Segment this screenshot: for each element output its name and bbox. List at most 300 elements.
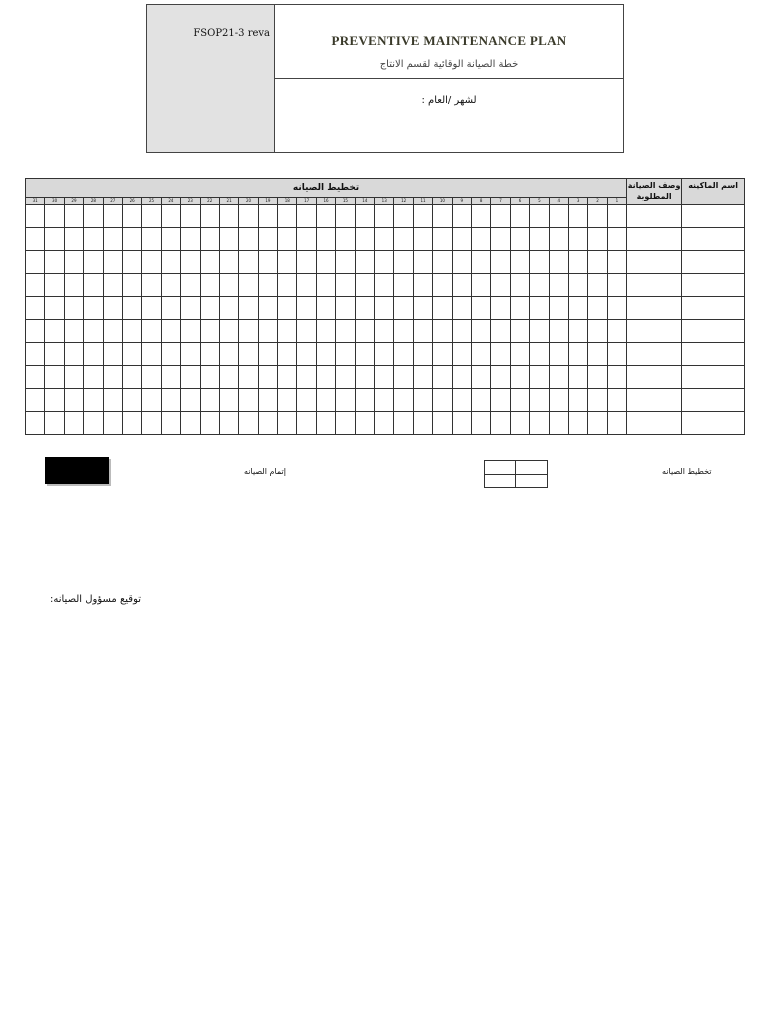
day-cell[interactable] — [588, 251, 607, 274]
day-cell[interactable] — [433, 297, 452, 320]
day-cell[interactable] — [45, 389, 64, 412]
day-cell[interactable] — [142, 205, 161, 228]
day-cell[interactable] — [45, 251, 64, 274]
day-cell[interactable] — [64, 343, 83, 366]
day-cell[interactable] — [491, 366, 510, 389]
day-cell[interactable] — [355, 343, 374, 366]
day-cell[interactable] — [45, 205, 64, 228]
day-cell[interactable] — [239, 412, 258, 435]
day-cell[interactable] — [122, 205, 141, 228]
day-cell[interactable] — [122, 366, 141, 389]
day-cell[interactable] — [258, 343, 277, 366]
day-cell[interactable] — [103, 320, 122, 343]
day-cell[interactable] — [181, 297, 200, 320]
day-cell[interactable] — [258, 251, 277, 274]
day-cell[interactable] — [607, 366, 626, 389]
day-cell[interactable] — [394, 389, 413, 412]
day-cell[interactable] — [122, 389, 141, 412]
day-cell[interactable] — [491, 274, 510, 297]
day-cell[interactable] — [413, 297, 432, 320]
day-cell[interactable] — [491, 412, 510, 435]
day-cell[interactable] — [510, 251, 529, 274]
description-cell[interactable] — [627, 320, 682, 343]
day-cell[interactable] — [568, 343, 587, 366]
day-cell[interactable] — [84, 274, 103, 297]
day-cell[interactable] — [316, 389, 335, 412]
day-cell[interactable] — [142, 274, 161, 297]
day-cell[interactable] — [355, 320, 374, 343]
day-cell[interactable] — [297, 228, 316, 251]
day-cell[interactable] — [258, 320, 277, 343]
day-cell[interactable] — [84, 412, 103, 435]
day-cell[interactable] — [471, 366, 490, 389]
day-cell[interactable] — [336, 251, 355, 274]
day-cell[interactable] — [26, 251, 45, 274]
day-cell[interactable] — [103, 251, 122, 274]
machine-name-cell[interactable] — [682, 412, 745, 435]
day-cell[interactable] — [64, 228, 83, 251]
day-cell[interactable] — [336, 412, 355, 435]
day-cell[interactable] — [413, 343, 432, 366]
day-cell[interactable] — [588, 320, 607, 343]
day-cell[interactable] — [258, 274, 277, 297]
day-cell[interactable] — [510, 389, 529, 412]
day-cell[interactable] — [549, 228, 568, 251]
day-cell[interactable] — [200, 228, 219, 251]
day-cell[interactable] — [26, 205, 45, 228]
day-cell[interactable] — [239, 389, 258, 412]
day-cell[interactable] — [530, 366, 549, 389]
day-cell[interactable] — [219, 274, 238, 297]
day-cell[interactable] — [549, 343, 568, 366]
day-cell[interactable] — [161, 205, 180, 228]
day-cell[interactable] — [355, 205, 374, 228]
machine-name-cell[interactable] — [682, 205, 745, 228]
day-cell[interactable] — [530, 343, 549, 366]
day-cell[interactable] — [394, 412, 413, 435]
day-cell[interactable] — [142, 320, 161, 343]
day-cell[interactable] — [607, 274, 626, 297]
day-cell[interactable] — [394, 366, 413, 389]
day-cell[interactable] — [510, 274, 529, 297]
machine-name-cell[interactable] — [682, 274, 745, 297]
day-cell[interactable] — [122, 251, 141, 274]
day-cell[interactable] — [84, 205, 103, 228]
day-cell[interactable] — [413, 412, 432, 435]
day-cell[interactable] — [45, 343, 64, 366]
day-cell[interactable] — [45, 274, 64, 297]
day-cell[interactable] — [278, 412, 297, 435]
day-cell[interactable] — [568, 205, 587, 228]
day-cell[interactable] — [142, 228, 161, 251]
day-cell[interactable] — [394, 274, 413, 297]
day-cell[interactable] — [239, 205, 258, 228]
day-cell[interactable] — [239, 228, 258, 251]
day-cell[interactable] — [103, 228, 122, 251]
day-cell[interactable] — [64, 412, 83, 435]
day-cell[interactable] — [607, 343, 626, 366]
day-cell[interactable] — [355, 251, 374, 274]
day-cell[interactable] — [375, 366, 394, 389]
day-cell[interactable] — [122, 274, 141, 297]
day-cell[interactable] — [549, 412, 568, 435]
day-cell[interactable] — [45, 228, 64, 251]
day-cell[interactable] — [394, 297, 413, 320]
day-cell[interactable] — [297, 297, 316, 320]
day-cell[interactable] — [278, 343, 297, 366]
day-cell[interactable] — [122, 320, 141, 343]
day-cell[interactable] — [433, 343, 452, 366]
day-cell[interactable] — [375, 389, 394, 412]
day-cell[interactable] — [549, 274, 568, 297]
day-cell[interactable] — [239, 366, 258, 389]
day-cell[interactable] — [181, 228, 200, 251]
day-cell[interactable] — [549, 205, 568, 228]
day-cell[interactable] — [219, 251, 238, 274]
day-cell[interactable] — [64, 251, 83, 274]
day-cell[interactable] — [530, 320, 549, 343]
day-cell[interactable] — [161, 320, 180, 343]
day-cell[interactable] — [297, 366, 316, 389]
day-cell[interactable] — [122, 297, 141, 320]
day-cell[interactable] — [297, 205, 316, 228]
day-cell[interactable] — [84, 389, 103, 412]
day-cell[interactable] — [375, 412, 394, 435]
day-cell[interactable] — [588, 412, 607, 435]
day-cell[interactable] — [433, 389, 452, 412]
day-cell[interactable] — [413, 320, 432, 343]
day-cell[interactable] — [433, 274, 452, 297]
day-cell[interactable] — [471, 389, 490, 412]
day-cell[interactable] — [530, 412, 549, 435]
day-cell[interactable] — [200, 366, 219, 389]
day-cell[interactable] — [452, 343, 471, 366]
day-cell[interactable] — [181, 251, 200, 274]
day-cell[interactable] — [239, 320, 258, 343]
day-cell[interactable] — [471, 343, 490, 366]
day-cell[interactable] — [588, 366, 607, 389]
day-cell[interactable] — [26, 412, 45, 435]
day-cell[interactable] — [491, 251, 510, 274]
day-cell[interactable] — [491, 389, 510, 412]
day-cell[interactable] — [549, 251, 568, 274]
day-cell[interactable] — [278, 366, 297, 389]
day-cell[interactable] — [297, 274, 316, 297]
day-cell[interactable] — [103, 274, 122, 297]
day-cell[interactable] — [316, 412, 335, 435]
machine-name-cell[interactable] — [682, 251, 745, 274]
day-cell[interactable] — [316, 366, 335, 389]
day-cell[interactable] — [161, 274, 180, 297]
day-cell[interactable] — [607, 389, 626, 412]
day-cell[interactable] — [375, 205, 394, 228]
day-cell[interactable] — [413, 251, 432, 274]
day-cell[interactable] — [433, 366, 452, 389]
day-cell[interactable] — [375, 228, 394, 251]
day-cell[interactable] — [471, 274, 490, 297]
day-cell[interactable] — [355, 297, 374, 320]
day-cell[interactable] — [181, 274, 200, 297]
day-cell[interactable] — [375, 297, 394, 320]
day-cell[interactable] — [103, 297, 122, 320]
day-cell[interactable] — [607, 251, 626, 274]
day-cell[interactable] — [219, 412, 238, 435]
day-cell[interactable] — [471, 412, 490, 435]
day-cell[interactable] — [103, 366, 122, 389]
day-cell[interactable] — [64, 274, 83, 297]
day-cell[interactable] — [510, 412, 529, 435]
day-cell[interactable] — [568, 251, 587, 274]
day-cell[interactable] — [452, 320, 471, 343]
day-cell[interactable] — [45, 366, 64, 389]
day-cell[interactable] — [510, 228, 529, 251]
day-cell[interactable] — [45, 412, 64, 435]
day-cell[interactable] — [413, 366, 432, 389]
day-cell[interactable] — [316, 274, 335, 297]
day-cell[interactable] — [64, 366, 83, 389]
day-cell[interactable] — [45, 320, 64, 343]
day-cell[interactable] — [355, 228, 374, 251]
day-cell[interactable] — [413, 274, 432, 297]
day-cell[interactable] — [258, 228, 277, 251]
day-cell[interactable] — [161, 412, 180, 435]
day-cell[interactable] — [45, 297, 64, 320]
description-cell[interactable] — [627, 389, 682, 412]
day-cell[interactable] — [26, 320, 45, 343]
day-cell[interactable] — [84, 320, 103, 343]
day-cell[interactable] — [278, 297, 297, 320]
machine-name-cell[interactable] — [682, 343, 745, 366]
day-cell[interactable] — [84, 366, 103, 389]
day-cell[interactable] — [549, 389, 568, 412]
day-cell[interactable] — [491, 228, 510, 251]
day-cell[interactable] — [122, 343, 141, 366]
day-cell[interactable] — [278, 389, 297, 412]
day-cell[interactable] — [161, 366, 180, 389]
day-cell[interactable] — [491, 320, 510, 343]
day-cell[interactable] — [355, 389, 374, 412]
day-cell[interactable] — [452, 228, 471, 251]
month-year-field[interactable]: لشهر /العام : — [421, 95, 477, 106]
day-cell[interactable] — [219, 228, 238, 251]
day-cell[interactable] — [103, 205, 122, 228]
day-cell[interactable] — [607, 228, 626, 251]
day-cell[interactable] — [258, 389, 277, 412]
day-cell[interactable] — [394, 320, 413, 343]
day-cell[interactable] — [103, 412, 122, 435]
day-cell[interactable] — [200, 389, 219, 412]
day-cell[interactable] — [588, 205, 607, 228]
day-cell[interactable] — [200, 274, 219, 297]
day-cell[interactable] — [336, 205, 355, 228]
day-cell[interactable] — [549, 297, 568, 320]
day-cell[interactable] — [568, 412, 587, 435]
day-cell[interactable] — [316, 251, 335, 274]
day-cell[interactable] — [413, 389, 432, 412]
day-cell[interactable] — [219, 366, 238, 389]
day-cell[interactable] — [413, 205, 432, 228]
description-cell[interactable] — [627, 366, 682, 389]
day-cell[interactable] — [336, 343, 355, 366]
day-cell[interactable] — [142, 389, 161, 412]
day-cell[interactable] — [510, 205, 529, 228]
day-cell[interactable] — [530, 297, 549, 320]
day-cell[interactable] — [375, 343, 394, 366]
day-cell[interactable] — [26, 389, 45, 412]
day-cell[interactable] — [568, 297, 587, 320]
day-cell[interactable] — [452, 297, 471, 320]
day-cell[interactable] — [355, 366, 374, 389]
day-cell[interactable] — [84, 228, 103, 251]
day-cell[interactable] — [161, 228, 180, 251]
day-cell[interactable] — [549, 320, 568, 343]
day-cell[interactable] — [122, 228, 141, 251]
day-cell[interactable] — [64, 205, 83, 228]
day-cell[interactable] — [200, 343, 219, 366]
day-cell[interactable] — [239, 343, 258, 366]
day-cell[interactable] — [200, 297, 219, 320]
day-cell[interactable] — [200, 205, 219, 228]
day-cell[interactable] — [278, 228, 297, 251]
day-cell[interactable] — [491, 205, 510, 228]
day-cell[interactable] — [181, 366, 200, 389]
machine-name-cell[interactable] — [682, 228, 745, 251]
day-cell[interactable] — [239, 274, 258, 297]
description-cell[interactable] — [627, 274, 682, 297]
day-cell[interactable] — [64, 297, 83, 320]
day-cell[interactable] — [452, 251, 471, 274]
machine-name-cell[interactable] — [682, 320, 745, 343]
day-cell[interactable] — [297, 343, 316, 366]
machine-name-cell[interactable] — [682, 366, 745, 389]
day-cell[interactable] — [258, 412, 277, 435]
day-cell[interactable] — [336, 297, 355, 320]
day-cell[interactable] — [142, 251, 161, 274]
day-cell[interactable] — [491, 297, 510, 320]
day-cell[interactable] — [181, 389, 200, 412]
day-cell[interactable] — [375, 274, 394, 297]
day-cell[interactable] — [568, 320, 587, 343]
day-cell[interactable] — [219, 343, 238, 366]
day-cell[interactable] — [568, 389, 587, 412]
day-cell[interactable] — [64, 389, 83, 412]
day-cell[interactable] — [316, 343, 335, 366]
day-cell[interactable] — [316, 297, 335, 320]
day-cell[interactable] — [549, 366, 568, 389]
day-cell[interactable] — [530, 389, 549, 412]
day-cell[interactable] — [510, 297, 529, 320]
day-cell[interactable] — [607, 412, 626, 435]
day-cell[interactable] — [394, 343, 413, 366]
day-cell[interactable] — [297, 389, 316, 412]
day-cell[interactable] — [200, 251, 219, 274]
day-cell[interactable] — [200, 412, 219, 435]
day-cell[interactable] — [316, 228, 335, 251]
description-cell[interactable] — [627, 205, 682, 228]
description-cell[interactable] — [627, 228, 682, 251]
day-cell[interactable] — [103, 343, 122, 366]
day-cell[interactable] — [219, 320, 238, 343]
day-cell[interactable] — [375, 251, 394, 274]
day-cell[interactable] — [142, 412, 161, 435]
day-cell[interactable] — [471, 320, 490, 343]
day-cell[interactable] — [530, 228, 549, 251]
day-cell[interactable] — [26, 343, 45, 366]
day-cell[interactable] — [278, 320, 297, 343]
day-cell[interactable] — [336, 389, 355, 412]
day-cell[interactable] — [355, 274, 374, 297]
day-cell[interactable] — [452, 366, 471, 389]
day-cell[interactable] — [84, 251, 103, 274]
day-cell[interactable] — [181, 343, 200, 366]
description-cell[interactable] — [627, 412, 682, 435]
day-cell[interactable] — [181, 320, 200, 343]
day-cell[interactable] — [433, 251, 452, 274]
machine-name-cell[interactable] — [682, 389, 745, 412]
day-cell[interactable] — [433, 320, 452, 343]
day-cell[interactable] — [588, 274, 607, 297]
day-cell[interactable] — [471, 297, 490, 320]
day-cell[interactable] — [452, 274, 471, 297]
day-cell[interactable] — [530, 251, 549, 274]
day-cell[interactable] — [607, 297, 626, 320]
day-cell[interactable] — [26, 297, 45, 320]
day-cell[interactable] — [316, 205, 335, 228]
day-cell[interactable] — [355, 412, 374, 435]
day-cell[interactable] — [64, 320, 83, 343]
day-cell[interactable] — [375, 320, 394, 343]
day-cell[interactable] — [413, 228, 432, 251]
day-cell[interactable] — [297, 251, 316, 274]
day-cell[interactable] — [607, 320, 626, 343]
day-cell[interactable] — [278, 205, 297, 228]
day-cell[interactable] — [26, 366, 45, 389]
day-cell[interactable] — [181, 205, 200, 228]
day-cell[interactable] — [568, 228, 587, 251]
day-cell[interactable] — [452, 412, 471, 435]
day-cell[interactable] — [336, 320, 355, 343]
day-cell[interactable] — [588, 297, 607, 320]
day-cell[interactable] — [510, 343, 529, 366]
machine-name-cell[interactable] — [682, 297, 745, 320]
description-cell[interactable] — [627, 297, 682, 320]
day-cell[interactable] — [142, 297, 161, 320]
day-cell[interactable] — [278, 274, 297, 297]
day-cell[interactable] — [394, 228, 413, 251]
day-cell[interactable] — [103, 389, 122, 412]
day-cell[interactable] — [530, 205, 549, 228]
day-cell[interactable] — [336, 274, 355, 297]
description-cell[interactable] — [627, 343, 682, 366]
day-cell[interactable] — [26, 228, 45, 251]
day-cell[interactable] — [142, 343, 161, 366]
day-cell[interactable] — [336, 366, 355, 389]
day-cell[interactable] — [568, 366, 587, 389]
day-cell[interactable] — [471, 228, 490, 251]
day-cell[interactable] — [239, 251, 258, 274]
day-cell[interactable] — [219, 297, 238, 320]
day-cell[interactable] — [258, 297, 277, 320]
day-cell[interactable] — [588, 228, 607, 251]
day-cell[interactable] — [588, 389, 607, 412]
day-cell[interactable] — [510, 320, 529, 343]
day-cell[interactable] — [84, 297, 103, 320]
day-cell[interactable] — [510, 366, 529, 389]
day-cell[interactable] — [433, 412, 452, 435]
description-cell[interactable] — [627, 251, 682, 274]
day-cell[interactable] — [316, 320, 335, 343]
day-cell[interactable] — [471, 205, 490, 228]
